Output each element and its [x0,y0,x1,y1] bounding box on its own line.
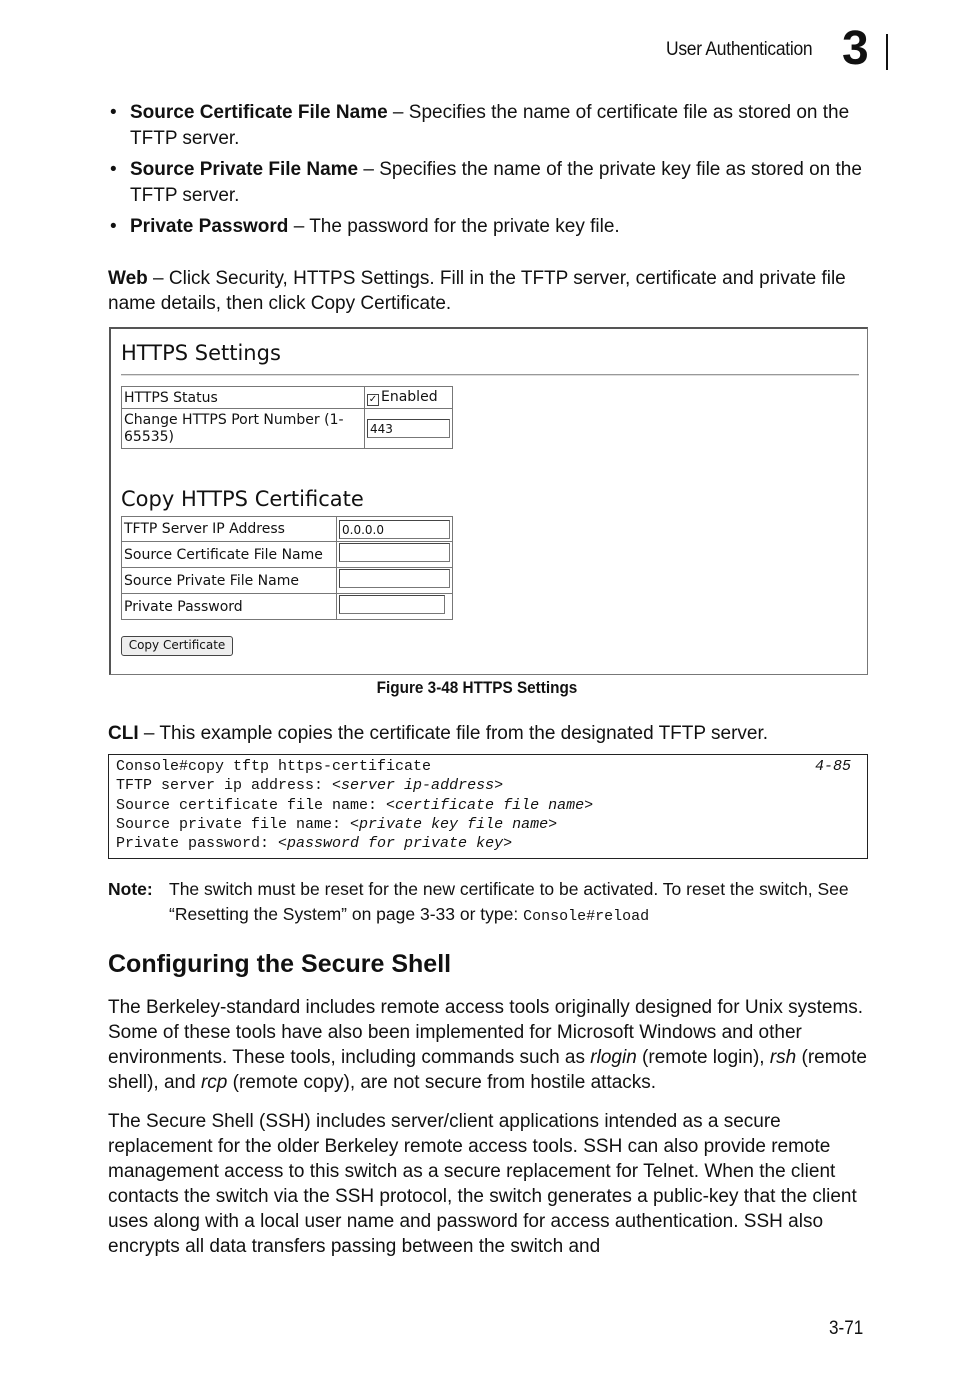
bullet-icon: • [110,216,117,237]
cert-file-cell [337,542,453,568]
web-text: – Click Security, HTTPS Settings. Fill in the TFTP server, certificate and private file name details, then click Copy Certificate. [108,268,846,314]
description: – Specifies the name of certificate file as stored on the TFTP server. [130,102,850,149]
figure-caption: Figure 3-48 HTTPS Settings [376,678,578,697]
list-item [108,157,868,209]
https-status-cell [365,387,453,409]
port-label: Change HTTPS Port Number (1-65535) [122,409,365,449]
private-password-input[interactable] [339,595,445,614]
bullet-icon: • [110,102,117,123]
term: Source Private File Name [130,159,359,180]
private-file-cell [337,568,453,594]
paragraph-berkeley: The Berkeley-standard includes remote access tools originally designed for Unix systems. Some of these tools have also been implemented for Microsoft Windows and other environments. These tools, including commands such as rlogin (remote login), rsh (remote shell), and rcp (remote copy), are not secure from hostile attacks. [108,997,867,1093]
chapter-number: 3 [842,22,869,75]
enabled-checkbox[interactable]: ✓ [368,394,378,405]
code-line: Console#copy tftp https-certificate [116,758,432,775]
copy-certificate-title: Copy HTTPS Certificate [121,487,364,511]
web-instructions [108,266,868,316]
cli-label: CLI [108,723,139,744]
code-example [108,754,868,859]
private-file-label: Source Private File Name [122,568,337,594]
copy-certificate-table [121,516,453,620]
description: – Specifies the name of the private key file as stored on the TFTP server. [130,159,862,206]
reload-command: Console#reload [523,908,650,925]
parameter-list [108,100,868,245]
list-item [108,100,868,152]
section-heading: Configuring the Secure Shell [108,950,452,978]
page-number: 3-71 [829,1318,864,1339]
tftp-ip-cell [337,517,453,542]
port-cell [365,409,453,449]
bullet-icon: • [110,159,117,180]
cli-instructions [108,721,868,746]
code-line: Source certificate file name: <certificate file name> [116,797,594,814]
https-status-label: HTTPS Status [122,387,365,409]
private-password-label: Private Password [122,594,337,620]
tftp-ip-input[interactable]: 0.0.0.0 [339,520,450,539]
https-settings-screenshot [109,327,868,675]
description: – The password for the private key file. [288,216,620,237]
code-line: Source private file name: <private key file name> [116,816,558,833]
cert-file-input[interactable] [339,543,450,562]
divider [121,374,859,376]
enabled-label: Enabled [381,389,438,405]
cli-text: – This example copies the certificate file from the designated TFTP server. [138,723,769,744]
code-line: Private password: <password for private key> [116,835,513,852]
private-password-cell [337,594,453,620]
tftp-ip-label: TFTP Server IP Address [122,517,337,542]
paragraph-ssh: The Secure Shell (SSH) includes server/client applications intended as a secure replacement for the older Berkeley remote access tools. SSH can also provide remote management access to this switch as a secure replacement for Telnet. When the client contacts the switch via the SSH protocol, the switch generates a public-key that the client uses along with a local user name and password for access authentication. SSH also encrypts all data transfers passing between the switch and [108,1111,857,1257]
chapter-rule [886,34,888,70]
term: Private Password [130,216,289,237]
list-item [108,214,868,240]
private-file-input[interactable] [339,569,450,588]
term: Source Certificate File Name [130,102,388,123]
code-line: TFTP server ip address: <server ip-address> [116,777,504,794]
running-header: User Authentication [666,39,813,60]
note-label: Note: [108,879,153,899]
copy-certificate-button[interactable]: Copy Certificate [121,636,233,656]
port-input[interactable]: 443 [367,419,450,438]
note-text: The switch must be reset for the new certificate to be activated. To reset the switch, See “Resetting the System” on page 3-33 or type: Console#reload [169,879,849,925]
https-settings-table [121,386,453,449]
https-settings-title: HTTPS Settings [121,341,281,365]
web-label: Web [108,268,148,289]
command-reference: 4-85 [814,758,851,775]
cert-file-label: Source Certificate File Name [122,542,337,568]
